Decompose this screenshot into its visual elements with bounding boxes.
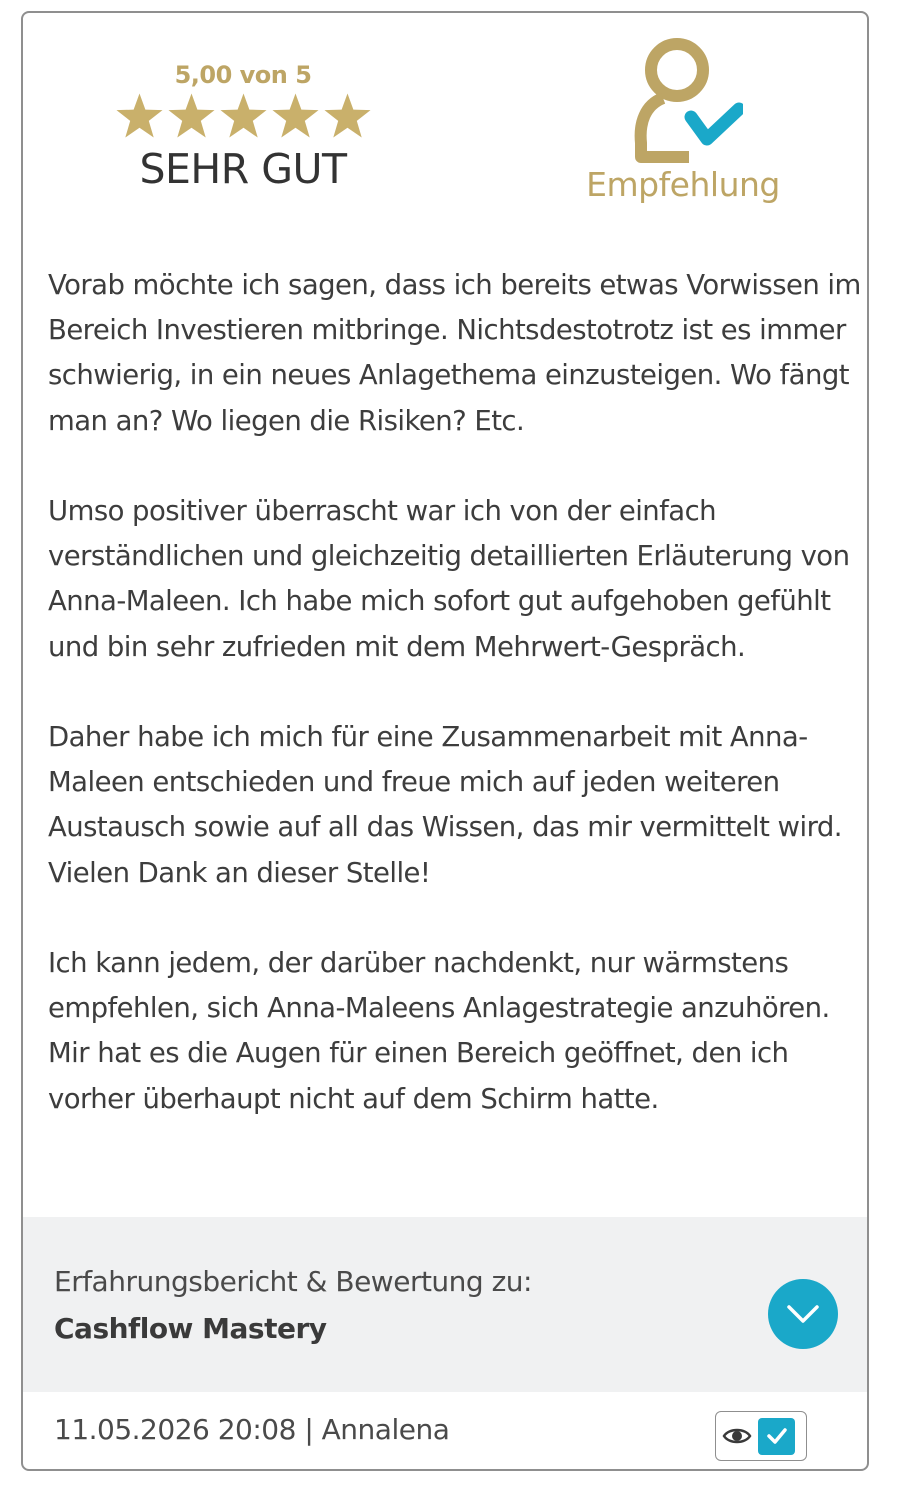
- review-footer: [23, 1392, 869, 1471]
- star-icon: [167, 92, 216, 140]
- star-icon: [219, 92, 268, 140]
- check-icon: [766, 1427, 788, 1445]
- star-icon: [271, 92, 320, 140]
- review-datetime: 11.05.2026 20:08: [54, 1413, 296, 1446]
- review-meta: [54, 1410, 449, 1450]
- rating-score: 5,00 von 5: [174, 61, 312, 89]
- review-paragraph: Ich kann jedem, der darüber nachdenkt, nur wärmstens empfehlen, sich Anna-Maleens Anlagestrategie anzuhören. Mir hat es die Augen für einen Bereich geöffnet, den ich vorher überhaupt nicht auf dem Schirm hatte.: [48, 947, 830, 1115]
- review-card: [21, 11, 869, 1471]
- eye-icon[interactable]: [722, 1425, 752, 1447]
- review-paragraph: Daher habe ich mich für eine Zusammenarbeit mit Anna-Maleen entschieden und freue mich auf jeden weiteren Austausch sowie auf all das Wissen, das mir vermittelt wird. Vielen Dank an dieser Stelle!: [48, 721, 842, 889]
- recommendation-label: Empfehlung: [586, 165, 780, 204]
- meta-separator: |: [295, 1413, 322, 1446]
- product-name: Cashflow Mastery: [54, 1312, 327, 1345]
- review-paragraph: Vorab möchte ich sagen, dass ich bereits etwas Vorwissen im Bereich Investieren mitbringe. Nichtsdestotrotz ist es immer schwierig, in ein neues Anlagethema einzusteigen. Wo fängt man an? Wo liegen die Risiken? Etc.: [48, 269, 861, 437]
- chevron-down-icon: [786, 1303, 820, 1325]
- product-prefix: Erfahrungsbericht & Bewertung zu:: [54, 1265, 532, 1298]
- verified-badge[interactable]: [758, 1418, 795, 1455]
- product-section: [23, 1217, 869, 1392]
- expand-button[interactable]: [768, 1279, 838, 1349]
- review-text: [48, 263, 866, 1122]
- person-check-icon: [623, 35, 743, 163]
- star-icon: [115, 92, 164, 140]
- rating-summary: [113, 58, 373, 196]
- review-badges: [715, 1411, 807, 1461]
- rating-label: SEHR GUT: [139, 145, 347, 193]
- rating-stars: [113, 92, 373, 142]
- review-paragraph: Umso positiver überrascht war ich von der einfach verständlichen und gleichzeitig detaillierten Erläuterung von Anna-Maleen. Ich habe mich sofort gut aufgehoben gefühlt und bin sehr zufrieden mit dem Mehrwert-Gespräch.: [48, 495, 850, 663]
- recommendation: [563, 35, 803, 207]
- star-icon: [323, 92, 372, 140]
- review-author: Annalena: [321, 1413, 450, 1446]
